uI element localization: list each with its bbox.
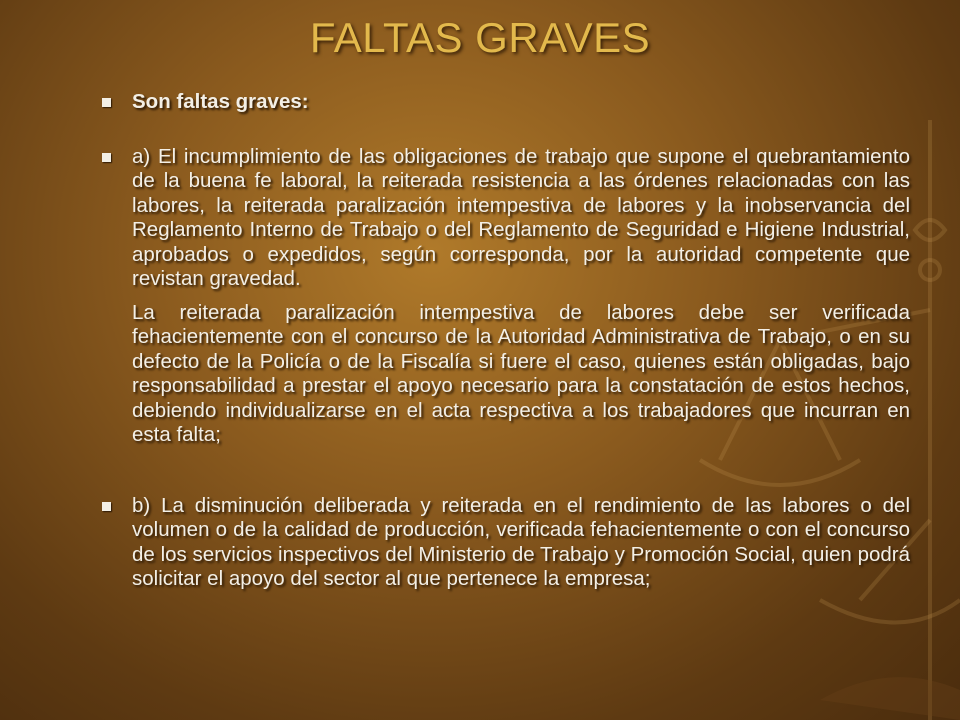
item-a-text: a) El incumplimiento de las obligaciones de trabajo que supone el quebrantamiento de la buena fe laboral, la reiterada resistencia a las órdenes relacionadas con las labores, la reiterada paralización intempestiva de labores y la inobservancia del Reglamento Interno de Trabajo o del Reglamento de Seguridad e Higiene Industrial, aprobados o expedidos, según corresponda, por la autoridad competente que revistan gravedad. [132, 144, 910, 290]
bullet-heading [100, 90, 910, 115]
slide-title: FALTAS GRAVES [309, 14, 651, 61]
square-bullet-icon [102, 502, 111, 511]
slide-body [100, 90, 910, 592]
bullet-item-a [100, 145, 910, 448]
square-bullet-icon [102, 153, 111, 162]
item-b-text: b) La disminución deliberada y reiterada en el rendimiento de las labores o del volumen o de la calidad de producción, verificada fehacientemente o con el concurso de los servicios inspectivos del Ministerio de Trabajo y Promoción Social, quien podrá solicitar el apoyo del sector al que pertenece la empresa; [132, 493, 910, 590]
bullet-item-b [100, 494, 910, 592]
item-a-continuation-text: La reiterada paralización intempestiva de labores debe ser verificada fehacientemente con el concurso de la Autoridad Administrativa de Trabajo, o en su defecto de la Policía o de la Fiscalía si fuere el caso, quienes están obligadas, bajo responsabilidad a prestar el apoyo necesario para la constatación de estos hechos, debiendo individualizarse en el acta respectiva a los trabajadores que incurran en esta falta; [132, 300, 910, 446]
heading-text: Son faltas graves: [132, 90, 309, 113]
square-bullet-icon [102, 98, 111, 107]
